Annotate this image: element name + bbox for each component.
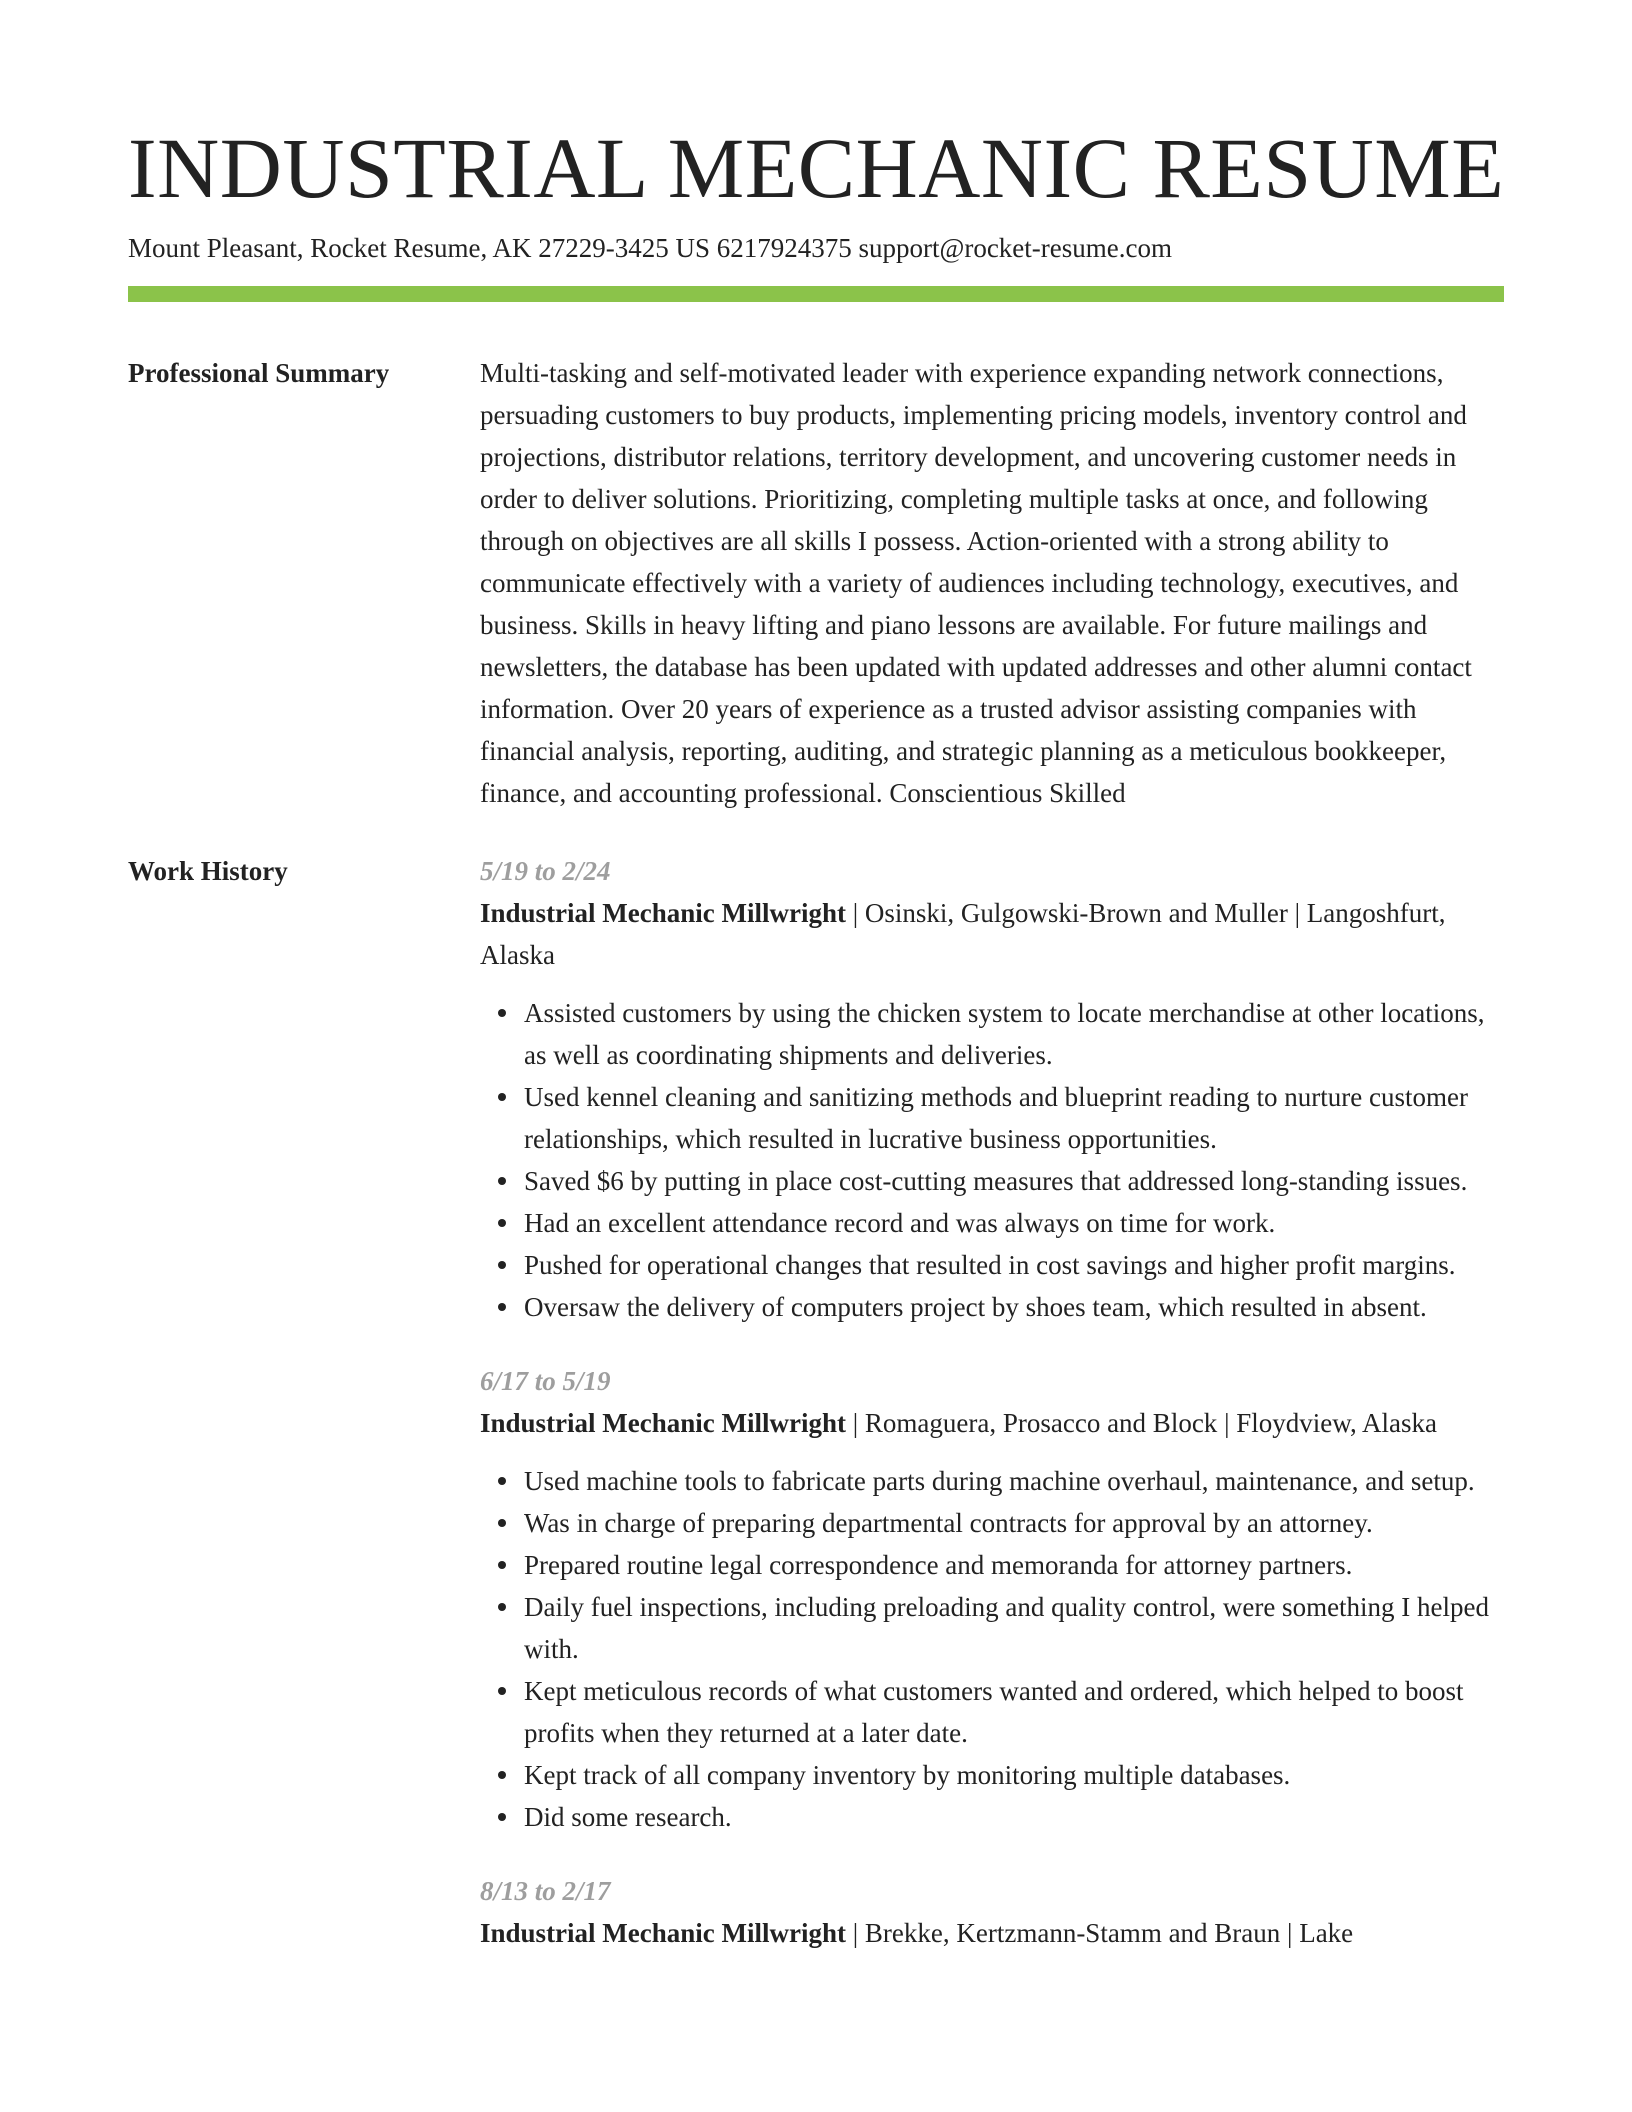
list-item — [524, 1796, 1504, 1838]
section-label-work-history: Work History — [128, 856, 288, 886]
duty-text: Used machine tools to fabricate parts during machine overhaul, maintenance, and setup. — [524, 1466, 1475, 1496]
accent-divider — [128, 286, 1504, 302]
job-header — [480, 1402, 1504, 1444]
job-separator: | — [846, 898, 865, 928]
list-item — [524, 1202, 1504, 1244]
professional-summary-section — [128, 352, 1504, 814]
duty-text: Daily fuel inspections, including preloading and quality control, were something I helped with. — [524, 1592, 1490, 1664]
job-company: Osinski, Gulgowski-Brown and Muller — [864, 898, 1288, 928]
job-location: Floydview, Alaska — [1236, 1408, 1437, 1438]
bullet-icon — [498, 1093, 506, 1101]
job-entry — [480, 850, 1504, 1328]
job-duties-list — [480, 1460, 1504, 1838]
job-dates: 6/17 to 5/19 — [480, 1366, 611, 1396]
duty-text: Prepared routine legal correspondence and memoranda for attorney partners. — [524, 1550, 1353, 1580]
section-label-professional-summary: Professional Summary — [128, 358, 390, 388]
job-separator: | — [1280, 1918, 1300, 1948]
duty-text: Did some research. — [524, 1802, 732, 1832]
resume-title: INDUSTRIAL MECHANIC RESUME — [128, 120, 1505, 216]
summary-body — [480, 352, 1504, 814]
job-separator: | — [1217, 1408, 1237, 1438]
list-item — [524, 1586, 1504, 1670]
list-item — [524, 1076, 1504, 1160]
bullet-icon — [498, 1771, 506, 1779]
list-item — [524, 1460, 1504, 1502]
list-item — [524, 1286, 1504, 1328]
bullet-icon — [498, 1219, 506, 1227]
resume-page — [128, 0, 1504, 1986]
list-item — [524, 1754, 1504, 1796]
bullet-icon — [498, 1603, 506, 1611]
bullet-icon — [498, 1261, 506, 1269]
work-history-section — [128, 850, 1504, 1986]
list-item — [524, 1244, 1504, 1286]
job-separator: | — [846, 1918, 865, 1948]
duty-text: Pushed for operational changes that resulted in cost savings and higher profit margins. — [524, 1250, 1456, 1280]
job-separator: | — [846, 1408, 865, 1438]
bullet-icon — [498, 1519, 506, 1527]
bullet-icon — [498, 1303, 506, 1311]
job-dates: 5/19 to 2/24 — [480, 856, 611, 886]
list-item — [524, 1160, 1504, 1202]
duty-text: Oversaw the delivery of computers project by shoes team, which resulted in absent. — [524, 1292, 1427, 1322]
bullet-icon — [498, 1177, 506, 1185]
job-location: Lake — [1299, 1918, 1354, 1948]
work-history-list — [480, 850, 1504, 1986]
job-header — [480, 892, 1504, 976]
job-separator: | — [1287, 898, 1307, 928]
job-duties-list — [480, 992, 1504, 1328]
list-item — [524, 1544, 1504, 1586]
duty-text: Had an excellent attendance record and was always on time for work. — [524, 1208, 1276, 1238]
duty-text: Kept meticulous records of what customers wanted and ordered, which helped to boost profits when they returned at a later date. — [524, 1676, 1464, 1748]
duty-text: Saved $6 by putting in place cost-cutting measures that addressed long-standing issues. — [524, 1166, 1468, 1196]
job-title: Industrial Mechanic Millwright — [480, 898, 846, 928]
list-item — [524, 1502, 1504, 1544]
job-location: Langoshfurt, Alaska — [480, 898, 1446, 970]
summary-text: Multi-tasking and self-motivated leader with experience expanding network connections, persuading customers to buy products, implementing pricing models, inventory control and projections, distributor relations, territory development, and uncovering customer needs in order to deliver solutions. Prioritizing, completing multiple tasks at once, and following through on objectives are all skills I possess. Action-oriented with a strong ability to communicate effectively with a variety of audiences including technology, executives, and business. Skills in heavy lifting and piano lessons are available. For future mailings and newsletters, the database has been updated with updated addresses and other alumni contact information. Over 20 years of experience as a trusted advisor assisting companies with financial analysis, reporting, auditing, and strategic planning as a meticulous bookkeeper, finance, and accounting professional. Conscientious Skilled — [480, 358, 1472, 808]
job-dates: 8/13 to 2/17 — [480, 1876, 611, 1906]
job-header — [480, 1912, 1504, 1954]
job-title: Industrial Mechanic Millwright — [480, 1918, 846, 1948]
duty-text: Assisted customers by using the chicken system to locate merchandise at other locations, as well as coordinating shipments and deliveries. — [524, 998, 1485, 1070]
duty-text: Kept track of all company inventory by monitoring multiple databases. — [524, 1760, 1291, 1790]
bullet-icon — [498, 1561, 506, 1569]
job-company: Brekke, Kertzmann-Stamm and Braun — [864, 1918, 1281, 1948]
contact-line: Mount Pleasant, Rocket Resume, AK 27229-3425 US 6217924375 support@rocket-resume.com — [128, 233, 1172, 263]
list-item — [524, 1670, 1504, 1754]
job-entry — [480, 1360, 1504, 1838]
bullet-icon — [498, 1687, 506, 1695]
bullet-icon — [498, 1477, 506, 1485]
bullet-icon — [498, 1009, 506, 1017]
bullet-icon — [498, 1813, 506, 1821]
duty-text: Used kennel cleaning and sanitizing methods and blueprint reading to nurture customer relationships, which resulted in lucrative business opportunities. — [524, 1082, 1468, 1154]
job-company: Romaguera, Prosacco and Block — [864, 1408, 1218, 1438]
list-item — [524, 992, 1504, 1076]
duty-text: Was in charge of preparing departmental contracts for approval by an attorney. — [524, 1508, 1373, 1538]
job-title: Industrial Mechanic Millwright — [480, 1408, 846, 1438]
job-entry — [480, 1870, 1504, 1954]
